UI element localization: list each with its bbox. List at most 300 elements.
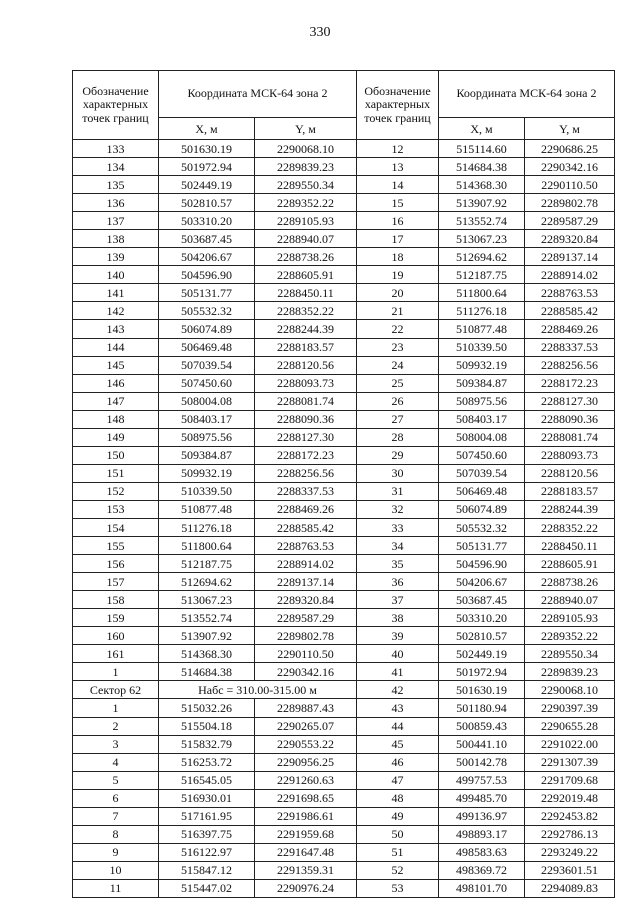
point-id-cell: 18 <box>357 248 439 266</box>
y-coordinate-cell: 2288585.42 <box>255 518 357 536</box>
y-coordinate-cell: 2290342.16 <box>255 663 357 681</box>
point-id-cell: 1 <box>73 699 159 717</box>
table-row <box>73 140 357 158</box>
point-id-cell: 32 <box>357 500 439 518</box>
table-row <box>357 627 615 645</box>
table-row <box>357 699 615 717</box>
table-row <box>357 861 615 879</box>
x-coordinate-cell: 503687.45 <box>159 230 255 248</box>
x-coordinate-cell: 514368.30 <box>159 645 255 663</box>
table-row <box>357 284 615 302</box>
x-coordinate-cell: 513552.74 <box>439 212 525 230</box>
y-coordinate-cell: 2288172.23 <box>525 374 615 392</box>
x-coordinate-cell: 504596.90 <box>439 555 525 573</box>
x-coordinate-cell: 513552.74 <box>159 609 255 627</box>
table-row <box>73 861 357 879</box>
point-id-cell: 50 <box>357 825 439 843</box>
left-table-body <box>73 140 357 898</box>
point-id-cell: 143 <box>73 320 159 338</box>
x-coordinate-cell: 506469.48 <box>439 482 525 500</box>
table-row <box>357 266 615 284</box>
y-column-header: Y, м <box>525 118 615 140</box>
y-coordinate-cell: 2291959.68 <box>255 825 357 843</box>
point-id-cell: 51 <box>357 843 439 861</box>
table-row <box>357 753 615 771</box>
table-row <box>73 392 357 410</box>
x-coordinate-cell: 509932.19 <box>439 356 525 374</box>
table-row <box>357 789 615 807</box>
x-coordinate-cell: 499136.97 <box>439 807 525 825</box>
x-column-header: X, м <box>159 118 255 140</box>
y-coordinate-cell: 2290068.10 <box>525 681 615 699</box>
table-row <box>73 825 357 843</box>
point-id-cell: 19 <box>357 266 439 284</box>
x-coordinate-cell: 511800.64 <box>159 537 255 555</box>
y-coordinate-cell: 2288337.53 <box>525 338 615 356</box>
y-coordinate-cell: 2291709.68 <box>525 771 615 789</box>
x-coordinate-cell: 499757.53 <box>439 771 525 789</box>
point-id-cell: 38 <box>357 609 439 627</box>
point-id-cell: 17 <box>357 230 439 248</box>
point-id-cell: 159 <box>73 609 159 627</box>
x-coordinate-cell: 514684.38 <box>439 158 525 176</box>
table-row <box>73 591 357 609</box>
table-row <box>357 230 615 248</box>
coordinate-header: Координата МСК-64 зона 2 <box>159 71 357 118</box>
table-row <box>73 753 357 771</box>
x-coordinate-cell: 498101.70 <box>439 879 525 897</box>
x-coordinate-cell: 515032.26 <box>159 699 255 717</box>
point-id-cell: 133 <box>73 140 159 158</box>
table-row <box>73 645 357 663</box>
y-coordinate-cell: 2288469.26 <box>525 320 615 338</box>
y-coordinate-cell: 2290265.07 <box>255 717 357 735</box>
table-row <box>73 789 357 807</box>
y-coordinate-cell: 2288337.53 <box>255 482 357 500</box>
y-coordinate-cell: 2289352.22 <box>255 194 357 212</box>
y-coordinate-cell: 2293601.51 <box>525 861 615 879</box>
point-id-cell: 153 <box>73 500 159 518</box>
table-row <box>357 140 615 158</box>
point-id-cell: 157 <box>73 573 159 591</box>
x-coordinate-cell: 501630.19 <box>439 681 525 699</box>
x-coordinate-cell: 505532.32 <box>439 518 525 536</box>
x-coordinate-cell: 511276.18 <box>159 518 255 536</box>
y-coordinate-cell: 2289320.84 <box>255 591 357 609</box>
y-coordinate-cell: 2290976.24 <box>255 879 357 897</box>
y-coordinate-cell: 2290068.10 <box>255 140 357 158</box>
x-coordinate-cell: 516397.75 <box>159 825 255 843</box>
y-coordinate-cell: 2290342.16 <box>525 158 615 176</box>
table-row <box>73 573 357 591</box>
table-row <box>357 771 615 789</box>
point-id-cell: 27 <box>357 410 439 428</box>
point-id-cell: 43 <box>357 699 439 717</box>
point-id-cell: 149 <box>73 428 159 446</box>
point-id-cell: 146 <box>73 374 159 392</box>
point-id-cell: 158 <box>73 591 159 609</box>
x-coordinate-cell: 504206.67 <box>159 248 255 266</box>
y-column-header: Y, м <box>255 118 357 140</box>
x-coordinate-cell: 501972.94 <box>439 663 525 681</box>
point-id-cell: 135 <box>73 176 159 194</box>
x-coordinate-cell: 509932.19 <box>159 464 255 482</box>
point-id-cell: 134 <box>73 158 159 176</box>
x-coordinate-cell: 510877.48 <box>159 500 255 518</box>
point-id-cell: 136 <box>73 194 159 212</box>
x-coordinate-cell: 506074.89 <box>159 320 255 338</box>
table-row <box>357 410 615 428</box>
table-row <box>357 212 615 230</box>
point-id-cell: 40 <box>357 645 439 663</box>
x-coordinate-cell: 498369.72 <box>439 861 525 879</box>
x-coordinate-cell: 516253.72 <box>159 753 255 771</box>
table-row <box>357 645 615 663</box>
table-row <box>73 609 357 627</box>
y-coordinate-cell: 2288763.53 <box>525 284 615 302</box>
table-row <box>73 446 357 464</box>
table-row <box>357 843 615 861</box>
x-coordinate-cell: 498583.63 <box>439 843 525 861</box>
y-coordinate-cell: 2289137.14 <box>525 248 615 266</box>
point-id-cell: 2 <box>73 717 159 735</box>
page-number: 330 <box>309 25 331 40</box>
y-coordinate-cell: 2289352.22 <box>525 627 615 645</box>
point-id-cell: 13 <box>357 158 439 176</box>
point-id-cell: 22 <box>357 320 439 338</box>
point-id-cell: 138 <box>73 230 159 248</box>
point-id-cell: 24 <box>357 356 439 374</box>
x-coordinate-cell: 515832.79 <box>159 735 255 753</box>
x-coordinate-cell: 508403.17 <box>159 410 255 428</box>
y-coordinate-cell: 2290686.25 <box>525 140 615 158</box>
x-coordinate-cell: 508975.56 <box>159 428 255 446</box>
x-coordinate-cell: 508975.56 <box>439 392 525 410</box>
point-id-cell: 41 <box>357 663 439 681</box>
table-row <box>357 717 615 735</box>
table-row <box>73 482 357 500</box>
x-coordinate-cell: 502449.19 <box>439 645 525 663</box>
x-coordinate-cell: 500142.78 <box>439 753 525 771</box>
sector-label: Сектор 62 <box>73 681 159 699</box>
table-row <box>73 627 357 645</box>
table-row <box>357 591 615 609</box>
sector-height-range: Набс = 310.00-315.00 м <box>159 681 357 699</box>
point-id-cell: 155 <box>73 537 159 555</box>
table-row <box>73 374 357 392</box>
x-coordinate-cell: 515114.60 <box>439 140 525 158</box>
table-row <box>73 717 357 735</box>
y-coordinate-cell: 2288914.02 <box>255 555 357 573</box>
y-coordinate-cell: 2288127.30 <box>255 428 357 446</box>
y-coordinate-cell: 2292019.48 <box>525 789 615 807</box>
table-row <box>357 158 615 176</box>
point-id-cell: 139 <box>73 248 159 266</box>
table-row <box>357 879 615 897</box>
x-coordinate-cell: 507039.54 <box>159 356 255 374</box>
x-coordinate-cell: 514684.38 <box>159 663 255 681</box>
x-coordinate-cell: 515447.02 <box>159 879 255 897</box>
x-coordinate-cell: 506074.89 <box>439 500 525 518</box>
x-coordinate-cell: 510339.50 <box>159 482 255 500</box>
x-coordinate-cell: 511800.64 <box>439 284 525 302</box>
table-row <box>73 500 357 518</box>
x-coordinate-cell: 500859.43 <box>439 717 525 735</box>
x-coordinate-cell: 503310.20 <box>159 212 255 230</box>
y-coordinate-cell: 2289320.84 <box>525 230 615 248</box>
table-row <box>357 320 615 338</box>
y-coordinate-cell: 2289839.23 <box>525 663 615 681</box>
y-coordinate-cell: 2292786.13 <box>525 825 615 843</box>
y-coordinate-cell: 2292453.82 <box>525 807 615 825</box>
point-id-cell: 161 <box>73 645 159 663</box>
y-coordinate-cell: 2288081.74 <box>255 392 357 410</box>
y-coordinate-cell: 2288090.36 <box>525 410 615 428</box>
table-row <box>357 392 615 410</box>
point-id-cell: 49 <box>357 807 439 825</box>
point-id-cell: 150 <box>73 446 159 464</box>
table-row <box>357 537 615 555</box>
x-column-header: X, м <box>439 118 525 140</box>
point-id-cell: 6 <box>73 789 159 807</box>
y-coordinate-cell: 2288256.56 <box>525 356 615 374</box>
y-coordinate-cell: 2290397.39 <box>525 699 615 717</box>
table-row <box>73 410 357 428</box>
table-row <box>357 807 615 825</box>
point-id-cell: 42 <box>357 681 439 699</box>
point-id-cell: 4 <box>73 753 159 771</box>
x-coordinate-cell: 515847.12 <box>159 861 255 879</box>
coordinate-header: Координата МСК-64 зона 2 <box>439 71 615 118</box>
x-coordinate-cell: 512694.62 <box>159 573 255 591</box>
y-coordinate-cell: 2288940.07 <box>255 230 357 248</box>
table-row <box>357 428 615 446</box>
table-row <box>357 338 615 356</box>
x-coordinate-cell: 514368.30 <box>439 176 525 194</box>
y-coordinate-cell: 2289839.23 <box>255 158 357 176</box>
coordinates-table-left <box>72 70 357 898</box>
x-coordinate-cell: 510339.50 <box>439 338 525 356</box>
x-coordinate-cell: 502449.19 <box>159 176 255 194</box>
x-coordinate-cell: 504206.67 <box>439 573 525 591</box>
y-coordinate-cell: 2289587.29 <box>255 609 357 627</box>
y-coordinate-cell: 2289887.43 <box>255 699 357 717</box>
point-id-cell: 148 <box>73 410 159 428</box>
x-coordinate-cell: 498893.17 <box>439 825 525 843</box>
y-coordinate-cell: 2291647.48 <box>255 843 357 861</box>
x-coordinate-cell: 500441.10 <box>439 735 525 753</box>
point-id-cell: 53 <box>357 879 439 897</box>
table-row <box>357 609 615 627</box>
point-id-cell: 25 <box>357 374 439 392</box>
y-coordinate-cell: 2288605.91 <box>255 266 357 284</box>
table-row <box>357 555 615 573</box>
point-id-cell: 11 <box>73 879 159 897</box>
x-coordinate-cell: 502810.57 <box>439 627 525 645</box>
x-coordinate-cell: 516122.97 <box>159 843 255 861</box>
y-coordinate-cell: 2289802.78 <box>255 627 357 645</box>
point-id-cell: 1 <box>73 663 159 681</box>
table-row <box>73 537 357 555</box>
y-coordinate-cell: 2288093.73 <box>255 374 357 392</box>
table-row <box>357 573 615 591</box>
x-coordinate-cell: 517161.95 <box>159 807 255 825</box>
point-id-cell: 145 <box>73 356 159 374</box>
point-id-cell: 33 <box>357 518 439 536</box>
x-coordinate-cell: 513067.23 <box>439 230 525 248</box>
table-row <box>73 555 357 573</box>
y-coordinate-cell: 2291260.63 <box>255 771 357 789</box>
table-row <box>357 194 615 212</box>
point-id-cell: 36 <box>357 573 439 591</box>
table-row <box>357 825 615 843</box>
point-id-cell: 144 <box>73 338 159 356</box>
table-row <box>357 500 615 518</box>
x-coordinate-cell: 503687.45 <box>439 591 525 609</box>
y-coordinate-cell: 2288940.07 <box>525 591 615 609</box>
x-coordinate-cell: 505532.32 <box>159 302 255 320</box>
point-id-cell: 52 <box>357 861 439 879</box>
x-coordinate-cell: 508004.08 <box>439 428 525 446</box>
table-row <box>73 176 357 194</box>
y-coordinate-cell: 2288450.11 <box>255 284 357 302</box>
y-coordinate-cell: 2288183.57 <box>525 482 615 500</box>
point-id-cell: 39 <box>357 627 439 645</box>
point-id-cell: 5 <box>73 771 159 789</box>
x-coordinate-cell: 512187.75 <box>159 555 255 573</box>
table-row <box>73 663 357 681</box>
point-id-cell: 12 <box>357 140 439 158</box>
table-row <box>357 464 615 482</box>
point-id-cell: 152 <box>73 482 159 500</box>
x-coordinate-cell: 511276.18 <box>439 302 525 320</box>
y-coordinate-cell: 2290110.50 <box>255 645 357 663</box>
y-coordinate-cell: 2290553.22 <box>255 735 357 753</box>
right-table-body <box>357 140 615 898</box>
table-row <box>73 338 357 356</box>
table-row <box>357 176 615 194</box>
x-coordinate-cell: 513907.92 <box>159 627 255 645</box>
x-coordinate-cell: 516545.05 <box>159 771 255 789</box>
table-row <box>73 158 357 176</box>
table-row <box>73 302 357 320</box>
table-row <box>73 518 357 536</box>
y-coordinate-cell: 2288605.91 <box>525 555 615 573</box>
point-id-cell: 45 <box>357 735 439 753</box>
y-coordinate-cell: 2288120.56 <box>525 464 615 482</box>
point-id-cell: 14 <box>357 176 439 194</box>
y-coordinate-cell: 2288256.56 <box>255 464 357 482</box>
designation-header: Обозначение характерных точек границ <box>73 71 159 140</box>
point-id-cell: 35 <box>357 555 439 573</box>
y-coordinate-cell: 2288738.26 <box>525 573 615 591</box>
sector-row <box>73 681 357 699</box>
point-id-cell: 37 <box>357 591 439 609</box>
x-coordinate-cell: 513907.92 <box>439 194 525 212</box>
x-coordinate-cell: 502810.57 <box>159 194 255 212</box>
x-coordinate-cell: 515504.18 <box>159 717 255 735</box>
point-id-cell: 140 <box>73 266 159 284</box>
y-coordinate-cell: 2289587.29 <box>525 212 615 230</box>
y-coordinate-cell: 2288763.53 <box>255 537 357 555</box>
y-coordinate-cell: 2293249.22 <box>525 843 615 861</box>
y-coordinate-cell: 2288244.39 <box>255 320 357 338</box>
x-coordinate-cell: 509384.87 <box>439 374 525 392</box>
y-coordinate-cell: 2291986.61 <box>255 807 357 825</box>
x-coordinate-cell: 501180.94 <box>439 699 525 717</box>
point-id-cell: 46 <box>357 753 439 771</box>
point-id-cell: 160 <box>73 627 159 645</box>
point-id-cell: 3 <box>73 735 159 753</box>
y-coordinate-cell: 2289105.93 <box>525 609 615 627</box>
point-id-cell: 16 <box>357 212 439 230</box>
point-id-cell: 137 <box>73 212 159 230</box>
y-coordinate-cell: 2289550.34 <box>255 176 357 194</box>
x-coordinate-cell: 505131.77 <box>159 284 255 302</box>
x-coordinate-cell: 501630.19 <box>159 140 255 158</box>
y-coordinate-cell: 2288469.26 <box>255 500 357 518</box>
table-row <box>73 879 357 897</box>
y-coordinate-cell: 2288120.56 <box>255 356 357 374</box>
table-row <box>73 356 357 374</box>
y-coordinate-cell: 2290956.25 <box>255 753 357 771</box>
x-coordinate-cell: 507450.60 <box>159 374 255 392</box>
table-row <box>73 194 357 212</box>
point-id-cell: 156 <box>73 555 159 573</box>
y-coordinate-cell: 2288081.74 <box>525 428 615 446</box>
y-coordinate-cell: 2294089.83 <box>525 879 615 897</box>
point-id-cell: 29 <box>357 446 439 464</box>
x-coordinate-cell: 499485.70 <box>439 789 525 807</box>
x-coordinate-cell: 505131.77 <box>439 537 525 555</box>
point-id-cell: 44 <box>357 717 439 735</box>
point-id-cell: 141 <box>73 284 159 302</box>
table-row <box>357 663 615 681</box>
point-id-cell: 30 <box>357 464 439 482</box>
table-row <box>73 212 357 230</box>
x-coordinate-cell: 507039.54 <box>439 464 525 482</box>
table-row <box>357 248 615 266</box>
table-row <box>73 230 357 248</box>
point-id-cell: 9 <box>73 843 159 861</box>
y-coordinate-cell: 2288127.30 <box>525 392 615 410</box>
table-row <box>357 356 615 374</box>
point-id-cell: 34 <box>357 537 439 555</box>
y-coordinate-cell: 2290655.28 <box>525 717 615 735</box>
table-row <box>357 681 615 699</box>
x-coordinate-cell: 512694.62 <box>439 248 525 266</box>
y-coordinate-cell: 2288450.11 <box>525 537 615 555</box>
y-coordinate-cell: 2291359.31 <box>255 861 357 879</box>
table-row <box>73 266 357 284</box>
x-coordinate-cell: 509384.87 <box>159 446 255 464</box>
point-id-cell: 31 <box>357 482 439 500</box>
y-coordinate-cell: 2289137.14 <box>255 573 357 591</box>
table-row <box>73 771 357 789</box>
point-id-cell: 23 <box>357 338 439 356</box>
point-id-cell: 151 <box>73 464 159 482</box>
y-coordinate-cell: 2288585.42 <box>525 302 615 320</box>
point-id-cell: 47 <box>357 771 439 789</box>
point-id-cell: 26 <box>357 392 439 410</box>
point-id-cell: 21 <box>357 302 439 320</box>
point-id-cell: 15 <box>357 194 439 212</box>
table-row <box>73 843 357 861</box>
y-coordinate-cell: 2288093.73 <box>525 446 615 464</box>
point-id-cell: 154 <box>73 518 159 536</box>
table-row <box>357 374 615 392</box>
point-id-cell: 142 <box>73 302 159 320</box>
